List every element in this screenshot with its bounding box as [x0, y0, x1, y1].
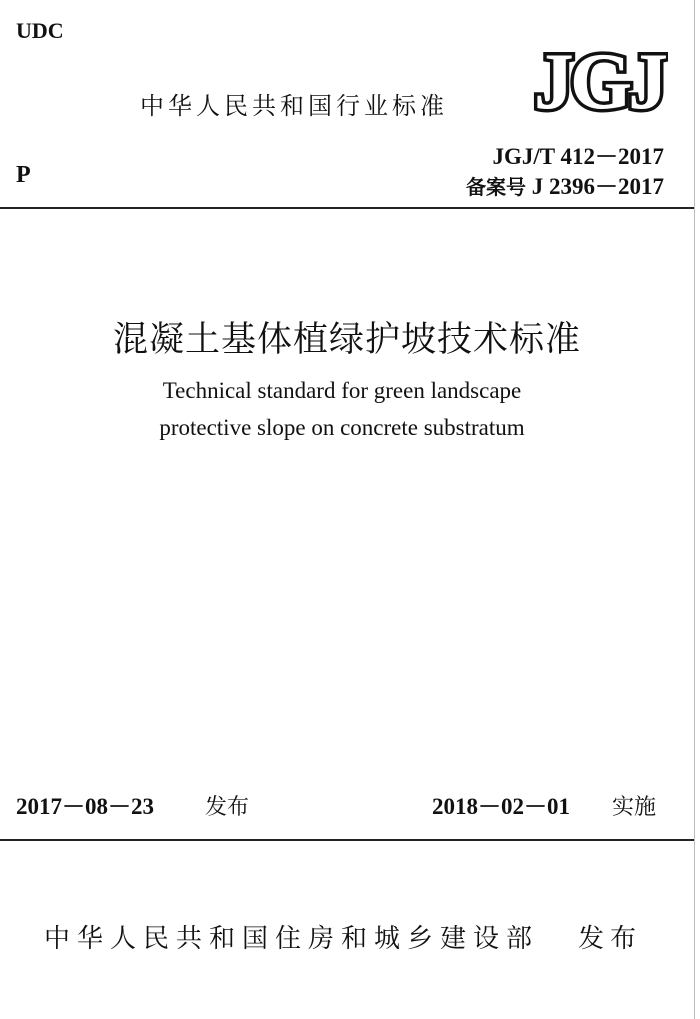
issue-date-label: 发布 — [205, 795, 250, 820]
record-number-line — [466, 168, 664, 201]
jgj-logo-icon — [530, 44, 668, 116]
implementation-date-label: 实施 — [612, 795, 657, 820]
issuing-authority: 中华人民共和国住房和城乡建设部 — [44, 924, 540, 954]
record-label: 备案号 — [466, 175, 526, 199]
category-code: P — [16, 162, 31, 188]
udc-code: UDC — [16, 18, 64, 43]
page-edge — [694, 0, 695, 1019]
title-english-line1: Technical standard for green landscape — [162, 378, 522, 403]
title-english-line2: protective slope on concrete substratum — [159, 415, 525, 440]
issuing-label: 发布 — [578, 924, 643, 954]
header-divider — [0, 207, 694, 209]
standard-number: JGJ/T 412－2017 — [492, 144, 664, 169]
issue-date: 2017－08－23 — [16, 794, 154, 819]
implementation-date: 2018－02－01 — [432, 794, 570, 819]
footer-divider — [0, 839, 694, 841]
title-chinese: 混凝土基体植绿护坡技术标准 — [112, 320, 581, 360]
record-number: J 2396－2017 — [531, 174, 664, 199]
logo-text: JGJ — [533, 44, 665, 116]
industry-standard-heading: 中华人民共和国行业标准 — [140, 92, 448, 120]
